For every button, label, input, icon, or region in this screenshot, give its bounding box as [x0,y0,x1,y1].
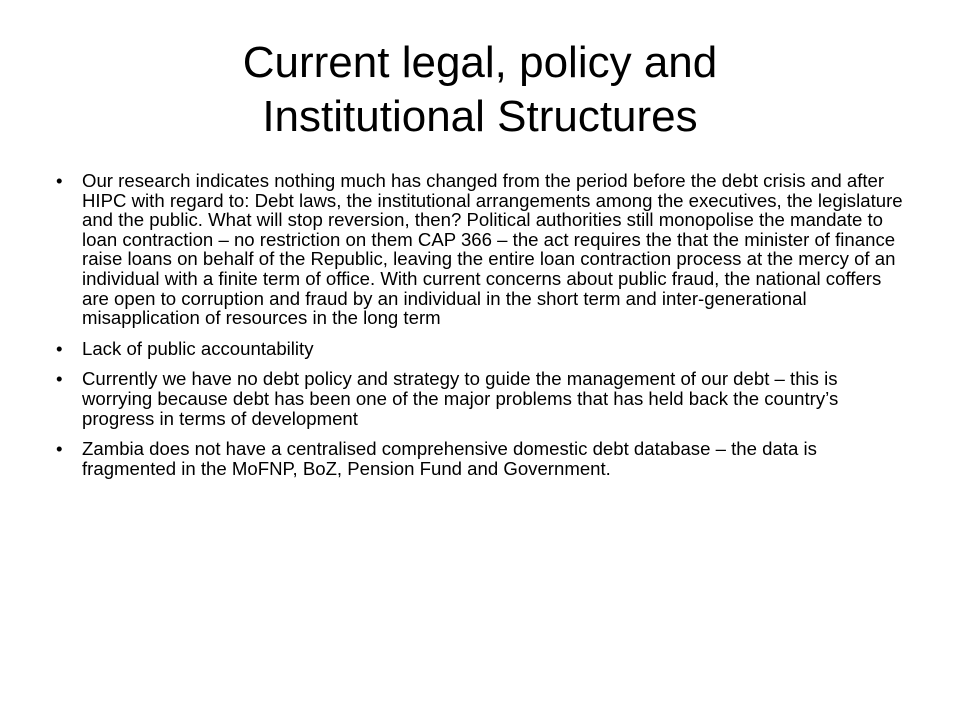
bullet-item [56,369,906,428]
bullet-icon: • [56,170,63,191]
slide-title [120,36,840,144]
bullet-text-database: Zambia does not have a centralised comprehensive domestic debt database – the data is fragmented in the MoFNP, BoZ, Pension Fund and Government. [82,438,817,479]
bullet-text-debt-policy: Currently we have no debt policy and strategy to guide the management of our debt – this is worrying because debt has been one of the major problems that has held back the country’s progress in terms of development [82,368,839,429]
bullet-icon: • [56,438,63,460]
bullet-text-accountability: Lack of public accountability [82,337,314,359]
slide-title-line-2: Institutional Structures [262,92,698,141]
bullet-icon: • [56,368,63,390]
bullet-item [56,339,906,359]
slide-title-line-1: Current legal, policy and [242,38,718,87]
bullet-item [56,439,906,478]
bullet-text-research: Our research indicates nothing much has changed from the period before the debt crisis and after HIPC with regard to: Debt laws, the institutional arrangements among the executives, the legislature and the public. What will stop reversion, then? Political authorities still monopolise the mandate to loan contraction – no restriction on them CAP 366 – the act requires the that the minister of finance raise loans on behalf of the Republic, leaving the entire loan contraction process at the mercy of an individual with a finite term of office. With current concerns about public fraud, the national coffers are open to corruption and fraud by an individual in the short term and inter-generational misapplication of resources in the long term [82,170,903,329]
bullet-list [56,171,906,489]
bullet-icon: • [56,337,63,359]
bullet-item [56,171,906,328]
